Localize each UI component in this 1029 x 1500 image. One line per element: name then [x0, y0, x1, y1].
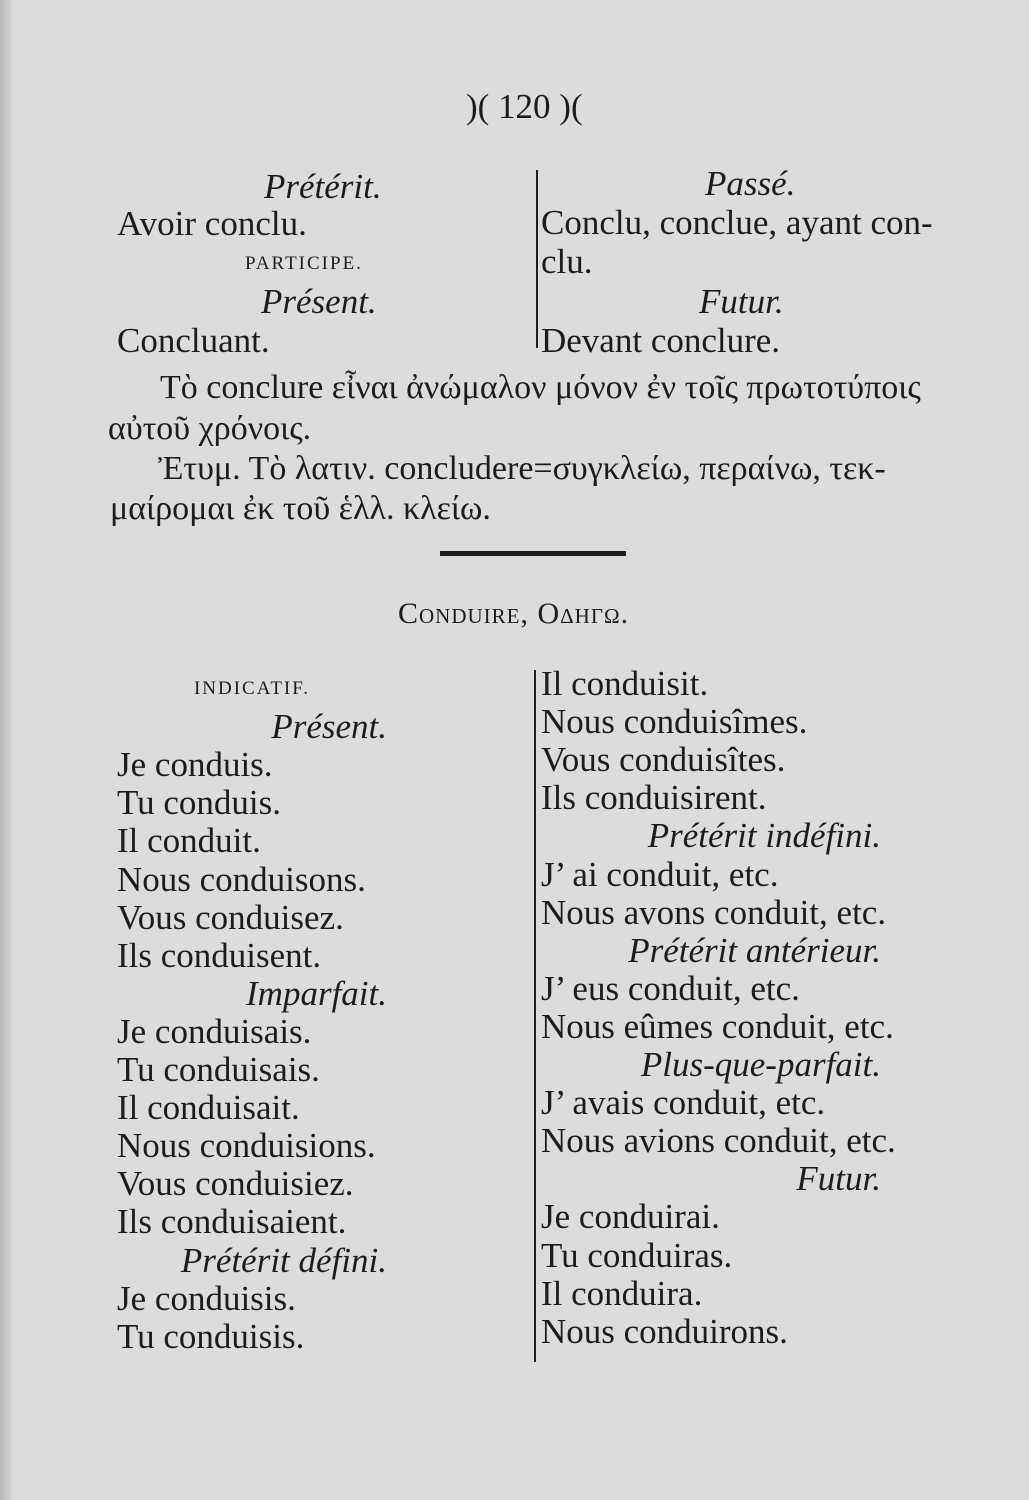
- conjugation-line: J’ avais conduit, etc.: [541, 1083, 826, 1123]
- tense-heading: INDICATIF.: [193, 678, 311, 699]
- page-number: )( 120 )(: [466, 87, 583, 126]
- conjugation-line: Vous conduisez.: [117, 897, 344, 937]
- conjugation-line: Je conduis.: [117, 745, 273, 785]
- conjugation-line: Nous avons conduit, etc.: [541, 892, 887, 932]
- futur-heading: Futur.: [699, 282, 784, 321]
- conjugation-line: Je conduisais.: [117, 1011, 312, 1051]
- tense-heading: Prétérit défini.: [180, 1240, 387, 1280]
- conjugation-line: Ils conduisirent.: [541, 778, 767, 818]
- tense-heading: Plus-que-parfait.: [640, 1045, 881, 1084]
- conjugation-line: Il conduit.: [117, 821, 261, 861]
- conjugation-line: Tu conduisais.: [117, 1050, 320, 1089]
- conjugation-line: Il conduisit.: [541, 664, 709, 703]
- present-line: Concluant.: [117, 321, 270, 360]
- conjugation-line: Ils conduisaient.: [117, 1202, 347, 1242]
- conjugation-line: Il conduisait.: [117, 1088, 300, 1128]
- main-column-divider: [534, 670, 536, 1362]
- conjugation-line: Je conduirai.: [541, 1197, 720, 1237]
- conjugation-line: J’ ai conduit, etc.: [541, 854, 779, 894]
- tense-heading: Prétérit antérieur.: [628, 930, 881, 970]
- conjugation-line: Vous conduisiez.: [117, 1164, 354, 1204]
- note-line-2: αὐτοῦ χρόνοις.: [108, 410, 312, 447]
- conjugation-line: Tu conduis.: [117, 783, 282, 823]
- passe-line-2: clu.: [541, 242, 593, 281]
- conjugation-line: Nous conduisions.: [117, 1126, 376, 1166]
- tense-heading: Imparfait.: [246, 973, 387, 1013]
- tense-heading: Futur.: [796, 1159, 881, 1199]
- note-line-3: Ἐτυμ. Τὸ λατιν. concludere=συγκλείω, περαίνω, τεκ-: [158, 450, 886, 487]
- conjugation-line: Ils conduisent.: [117, 935, 322, 975]
- conjugation-line: Vous conduisîtes.: [541, 740, 786, 780]
- tense-heading: Prétérit indéfini.: [647, 816, 881, 856]
- note-line-4: μαίρομαι ἐκ τοῦ ἑλλ. κλείω.: [110, 490, 491, 527]
- section-separator: [440, 551, 626, 556]
- top-column-divider: [536, 170, 538, 348]
- conjugation-line: Tu conduiras.: [541, 1235, 733, 1275]
- conjugation-line: Nous conduirons.: [541, 1311, 788, 1351]
- preterit-line: Avoir conclu.: [117, 204, 307, 243]
- section-title: Conduire, Οδηγω.: [398, 597, 630, 630]
- conjugation-line: Je conduisis.: [117, 1278, 296, 1318]
- note-line-1: Τὸ conclure εἶναι ἀνώμαλον μόνον ἐν τοῖς πρωτοτύποις: [160, 369, 921, 406]
- page-edge-shadow: [0, 0, 14, 1500]
- passe-heading: Passé.: [705, 164, 796, 203]
- conjugation-line: Il conduira.: [541, 1273, 703, 1313]
- conjugation-line: Nous conduisîmes.: [541, 702, 808, 742]
- conjugation-line: Nous eûmes conduit, etc.: [541, 1006, 894, 1046]
- participe-heading: PARTICIPE.: [245, 253, 363, 274]
- passe-line-1: Conclu, conclue, ayant con-: [541, 203, 933, 242]
- present-heading: Présent.: [261, 282, 377, 321]
- futur-line: Devant conclure.: [541, 321, 781, 360]
- conjugation-line: J’ eus conduit, etc.: [541, 968, 800, 1008]
- conjugation-line: Nous conduisons.: [117, 859, 366, 899]
- preterit-heading: Prétérit.: [264, 167, 382, 206]
- conjugation-line: Nous avions conduit, etc.: [541, 1121, 896, 1161]
- tense-heading: Présent.: [271, 707, 387, 747]
- conjugation-line: Tu conduisis.: [117, 1316, 305, 1356]
